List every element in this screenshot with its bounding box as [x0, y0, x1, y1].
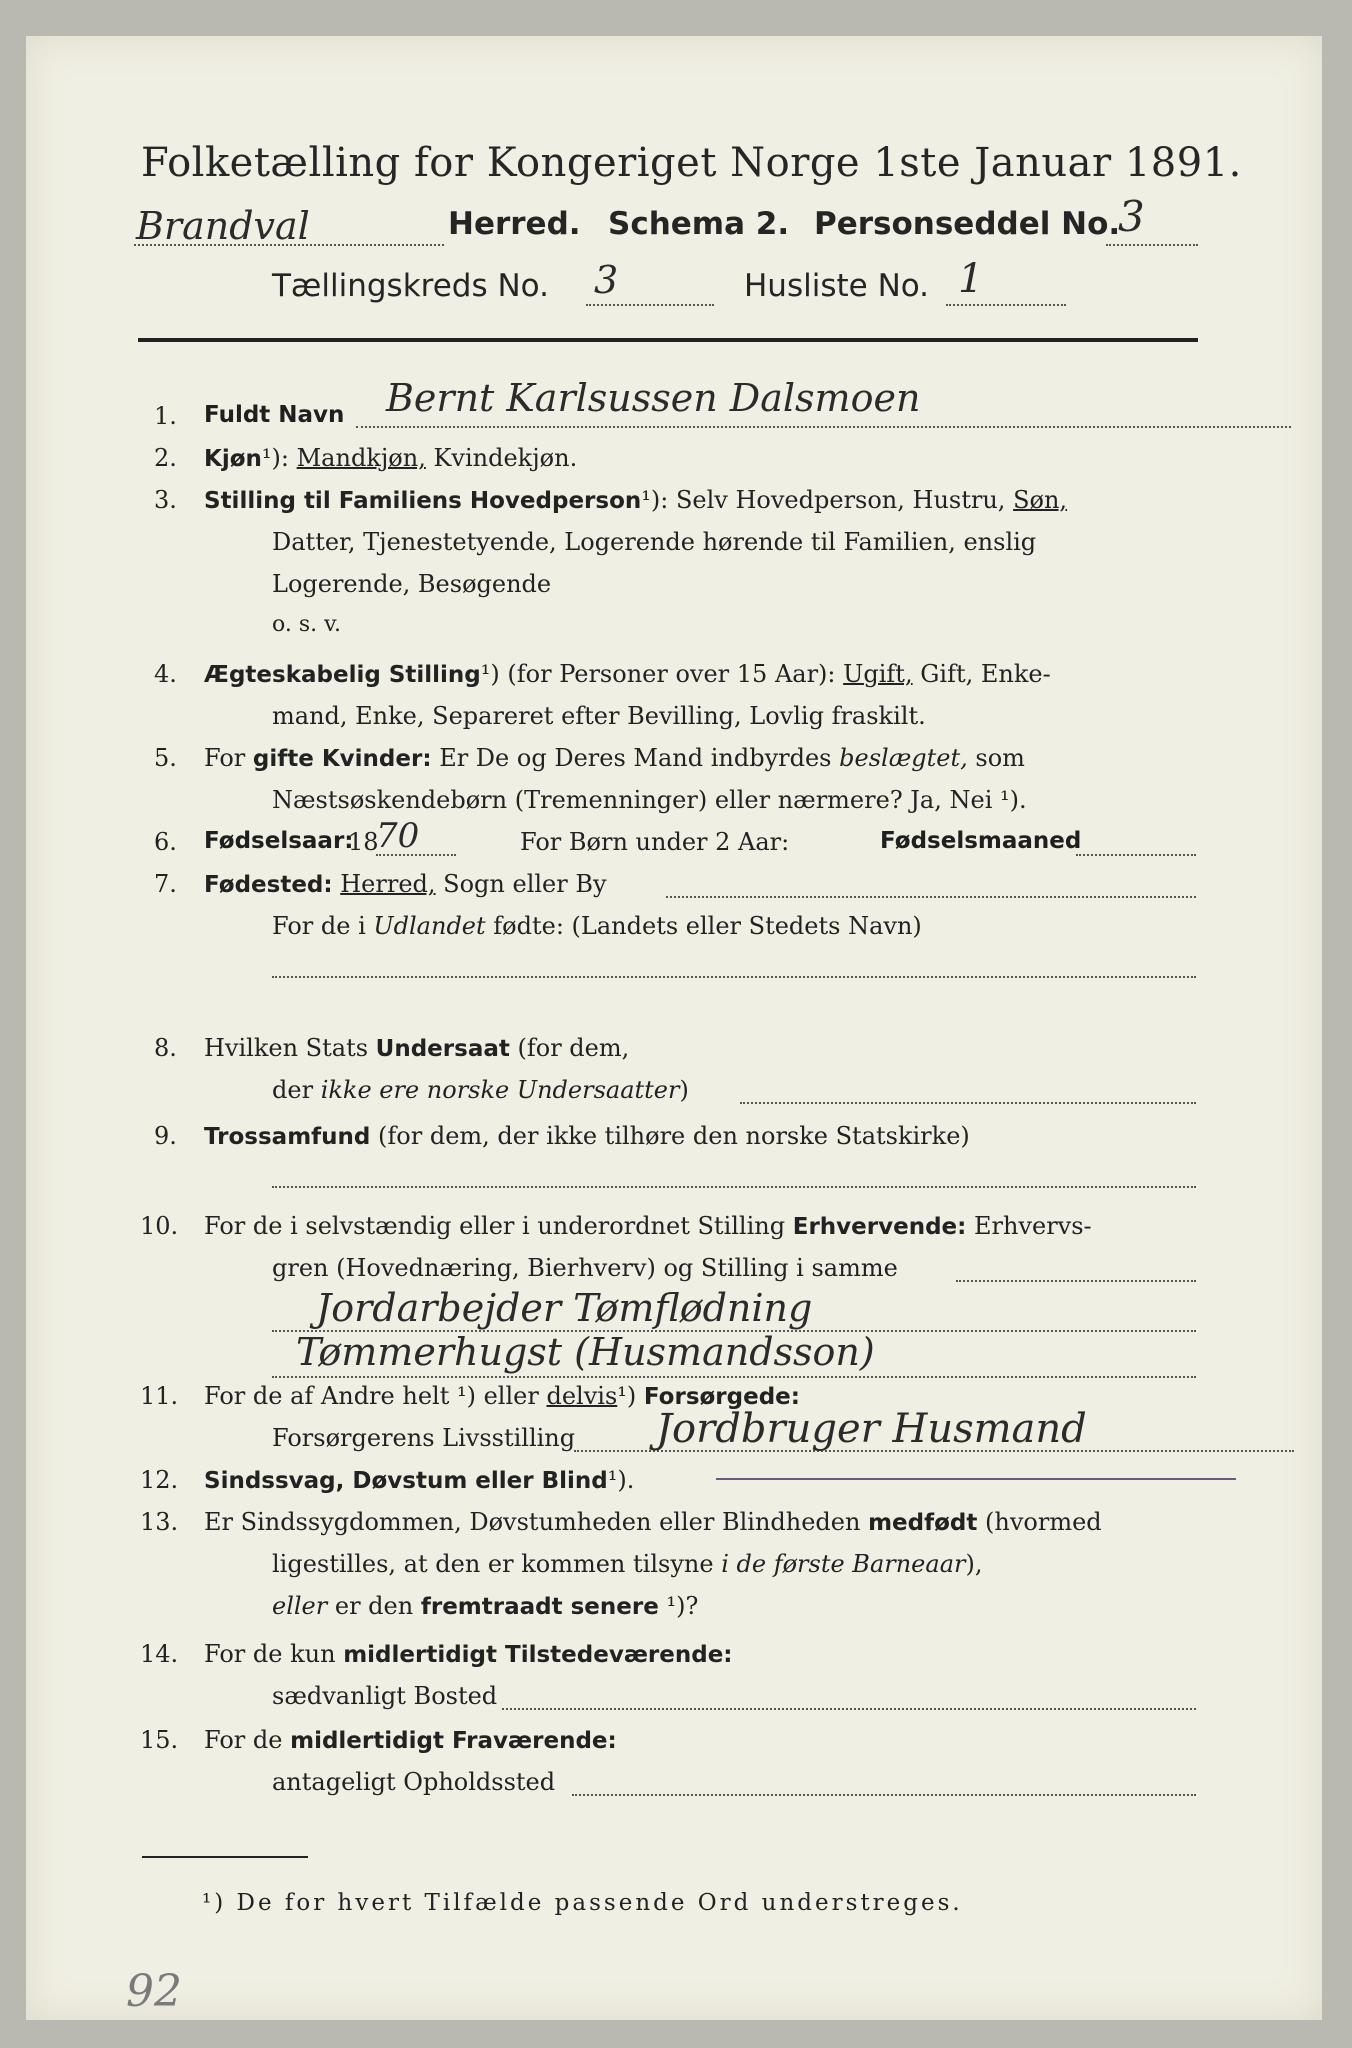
q14-line1 [204, 1640, 733, 1668]
q13-text2: (hvormed [985, 1508, 1102, 1536]
q10-number: 10. [140, 1212, 179, 1240]
q3-option-son: Søn, [1013, 486, 1068, 514]
q6-year-dotted-line [376, 854, 456, 856]
footnote-rule [142, 1856, 308, 1858]
q13-line2c: ), [965, 1550, 983, 1578]
q5-pre: For [204, 744, 246, 772]
q13-label: medfødt [868, 1510, 978, 1536]
husliste-dotted-line [946, 304, 1066, 306]
q7-dotted-line [666, 896, 1196, 898]
q15-label: midlertidigt Fraværende: [290, 1728, 617, 1754]
q6-label2: Fødselsmaaned [880, 828, 1082, 854]
margin-note: 92 [126, 1966, 182, 2017]
q8-label: Undersaat [375, 1036, 510, 1062]
q9-answer-line [272, 1186, 1196, 1188]
q15-line2: antageligt Opholdssted [272, 1768, 556, 1796]
q8-line2 [272, 1076, 689, 1104]
q6-month-dotted-line [1076, 854, 1196, 856]
q7-answer-line [272, 976, 1196, 978]
q10-line1 [204, 1212, 1092, 1240]
q7-rest: Sogn eller By [443, 870, 607, 898]
q6-label: Fødselsaar: [204, 828, 354, 854]
q13-line1 [204, 1508, 1102, 1536]
q6-number: 6. [154, 828, 177, 856]
husliste-label: Husliste No. [744, 268, 930, 304]
q5-text: Er De og Deres Mand indbyrdes [439, 744, 832, 772]
q10-label: Erhvervende: [792, 1214, 967, 1240]
q1-dotted-line [356, 426, 1291, 428]
q4-option-ugift: Ugift, [843, 660, 913, 688]
q1-label: Fuldt Navn [204, 402, 345, 428]
herred-value: Brandval [136, 204, 310, 248]
q14-pre: For de kun [204, 1640, 336, 1668]
q11-number: 11. [140, 1382, 179, 1410]
q15-line1 [204, 1726, 617, 1754]
q4-text: (for Personer over 15 Aar): [507, 660, 836, 688]
q7-label: Fødested: [204, 872, 333, 898]
q1-answer: Bernt Karlsussen Dalsmoen [386, 376, 921, 420]
q4-rest: Gift, Enke- [920, 660, 1051, 688]
herred-dotted-line [134, 244, 444, 246]
q12-label: Sindssvag, Døvstum eller Blind [204, 1468, 608, 1494]
q10-text1: For de i selvstændig eller i underordnet Stilling [204, 1212, 786, 1240]
q10-dotted-line-3 [272, 1376, 1196, 1378]
q12-line [204, 1466, 634, 1494]
q4-line1 [204, 660, 1051, 688]
q11-text1: For de af Andre helt ¹) eller [204, 1382, 539, 1410]
q13-line3a: eller [272, 1592, 328, 1620]
form-title: Folketælling for Kongeriget Norge 1ste Januar 1891. [141, 140, 1242, 186]
q4-label: Ægteskabelig Stilling [204, 662, 481, 688]
q14-number: 14. [140, 1640, 179, 1668]
tellingskreds-value: 3 [594, 258, 619, 302]
q2-sup: ¹): [261, 444, 289, 472]
q3-line2: Datter, Tjenestetyende, Logerende hørende til Familien, enslig [272, 528, 1037, 556]
q4-number: 4. [154, 660, 177, 688]
q15-pre: For de [204, 1726, 283, 1754]
q3-line4: o. s. v. [272, 612, 341, 637]
q7-number: 7. [154, 870, 177, 898]
q10-line2: gren (Hovednæring, Bierhverv) og Stilling i samme [272, 1254, 898, 1282]
q15-dotted-line [572, 1794, 1196, 1796]
q10-text2: Erhvervs- [973, 1212, 1092, 1240]
q2-option-kvindekjon: Kvindekjøn. [433, 444, 578, 472]
q13-line2a: ligestilles, at den er kommen tilsyne [272, 1550, 714, 1578]
schema-label: Schema 2. [608, 206, 790, 242]
q5-tail: som [975, 744, 1025, 772]
q3-number: 3. [154, 486, 177, 514]
q9-label: Trossamfund [204, 1124, 371, 1150]
q6-prefix: 18 [348, 828, 379, 856]
q5-line1 [204, 744, 1025, 772]
personseddel-dotted-line [1106, 244, 1198, 246]
q13-line3b: er den [334, 1592, 414, 1620]
q9-number: 9. [154, 1122, 177, 1150]
q7-line1 [204, 870, 607, 898]
q11-label: Forsørgede: [643, 1384, 800, 1410]
q8-dotted-line [740, 1102, 1196, 1104]
q13-text1: Er Sindssygdommen, Døvstumheden eller Blindheden [204, 1508, 861, 1536]
q7-line2c: fødte: (Landets eller Stedets Navn) [493, 912, 922, 940]
q13-number: 13. [140, 1508, 179, 1536]
q8-line1 [204, 1034, 629, 1062]
q11-text2: ¹) [617, 1382, 637, 1410]
q7-line2 [272, 912, 922, 940]
q4-sup: ¹) [480, 660, 500, 688]
q3-line3: Logerende, Besøgende [272, 570, 552, 598]
q8-line2c: ) [679, 1076, 689, 1104]
q3-sup: ¹): [641, 486, 669, 514]
q8-pre: Hvilken Stats [204, 1034, 369, 1062]
q14-dotted-line [502, 1708, 1196, 1710]
census-form-sheet [26, 36, 1322, 2020]
footnote: ¹) De for hvert Tilfælde passende Ord understreges. [202, 1890, 963, 1916]
q12-number: 12. [140, 1466, 179, 1494]
q13-line2 [272, 1550, 982, 1578]
q8-line2a: der [272, 1076, 314, 1104]
tellingskreds-dotted-line [586, 304, 714, 306]
personseddel-label: Personseddel No. [814, 206, 1121, 242]
q11-answer: Jordbruger Husmand [656, 1406, 1087, 1452]
q2-label: Kjøn [204, 446, 262, 472]
personseddel-value: 3 [1118, 192, 1145, 241]
q8-line2b: ikke ere norske Undersaatter [320, 1076, 680, 1104]
q5-number: 5. [154, 744, 177, 772]
q3-line1 [204, 486, 1067, 514]
q8-number: 8. [154, 1034, 177, 1062]
q3-label: Stilling til Familiens Hovedperson [204, 488, 642, 514]
q11-ink-stroke [716, 1478, 1236, 1480]
herred-label: Herred. [448, 206, 581, 242]
q6-year: 70 [376, 816, 420, 856]
husliste-value: 1 [958, 256, 984, 302]
q14-line2: sædvanligt Bosted [272, 1682, 498, 1710]
q10-answer2: Tømmerhugst (Husmandsson) [296, 1330, 875, 1374]
q5-italic: beslægtet, [839, 744, 968, 772]
q13-line3 [272, 1592, 698, 1620]
q9-line1 [204, 1122, 970, 1150]
q12-sup: ¹). [607, 1466, 635, 1494]
q7-line2a: For de i [272, 912, 366, 940]
q3-options: Selv Hovedperson, Hustru, [675, 486, 1006, 514]
q15-number: 15. [140, 1726, 179, 1754]
q2-line [204, 444, 577, 472]
q5-label: gifte Kvinder: [252, 746, 432, 772]
q1-number: 1. [154, 402, 177, 430]
q8-text: (for dem, [517, 1034, 630, 1062]
q10-answer1: Jordarbejder Tømflødning [316, 1286, 813, 1330]
q11-line2: Forsørgerens Livsstilling [272, 1424, 576, 1452]
q2-number: 2. [154, 444, 177, 472]
tellingskreds-label: Tællingskreds No. [272, 268, 549, 304]
q5-line2: Næstsøskendebørn (Tremenninger) eller nærmere? Ja, Nei ¹). [272, 786, 1027, 814]
q10-dotted-line-1 [956, 1280, 1196, 1282]
q4-line2: mand, Enke, Separeret efter Bevilling, Lovlig fraskilt. [272, 702, 926, 730]
q13-line2b: i de første Barneaar [721, 1550, 966, 1578]
q9-text: (for dem, der ikke tilhøre den norske Statskirke) [378, 1122, 970, 1150]
q11-option-delvis: delvis [546, 1382, 618, 1410]
q7-line2b: Udlandet [373, 912, 486, 940]
q6-text: For Børn under 2 Aar: [520, 828, 790, 856]
q2-option-mandkjon: Mandkjøn, [296, 444, 426, 472]
q13-line3d: ¹)? [666, 1592, 699, 1620]
q13-line3c: fremtraadt senere [420, 1594, 659, 1620]
q7-option-herred: Herred, [340, 870, 436, 898]
header-rule [138, 338, 1198, 342]
q14-label: midlertidigt Tilstedeværende: [343, 1642, 733, 1668]
